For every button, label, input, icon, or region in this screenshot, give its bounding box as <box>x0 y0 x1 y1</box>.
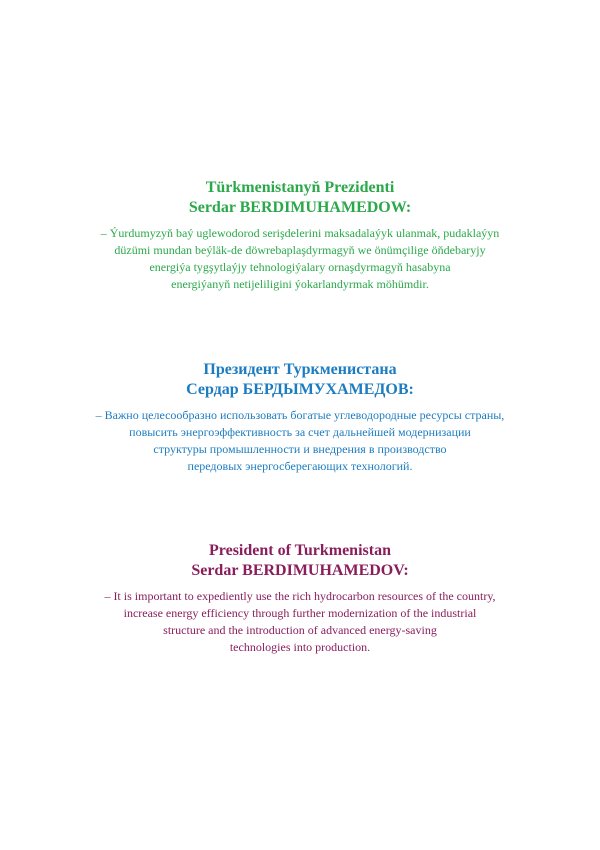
quote-section-russian <box>0 360 600 475</box>
section-title-russian <box>0 360 600 400</box>
quote-text-russian <box>0 407 600 475</box>
quote-section-english <box>0 541 600 656</box>
quote-text-turkmen <box>0 225 600 293</box>
quote-line: структуры промышленности и внедрения в производство <box>153 442 447 456</box>
quote-line: energiýanyň netijeliligini ýokarlandyrmak möhümdir. <box>171 277 429 291</box>
quote-line: technologies into production. <box>229 640 371 654</box>
section-title-english <box>0 541 600 581</box>
quote-line: structure and the introduction of advanced energy-saving <box>163 623 437 637</box>
quote-line: – It is important to expediently use the rich hydrocarbon resources of the country, <box>104 589 496 603</box>
title-line-1: Türkmenistanyň Prezidenti <box>205 179 395 196</box>
quote-line: düzümi mundan beýläk-de döwrebaplaşdyrmagyň we önümçilige öňdebaryjy <box>114 243 486 257</box>
quote-section-turkmen <box>0 178 600 293</box>
title-line-1: Президент Туркменистана <box>203 361 397 378</box>
quote-text-english <box>0 588 600 656</box>
quote-line: передовых энергосберегающих технологий. <box>187 459 413 473</box>
title-line-2: Serdar BERDIMUHAMEDOW: <box>188 199 412 216</box>
title-line-2: Serdar BERDIMUHAMEDOV: <box>191 562 409 579</box>
section-title-turkmen <box>0 178 600 218</box>
quote-line: повысить энергоэффективность за счет дальнейшей модернизации <box>129 425 471 439</box>
quote-line: energiýa tygşytlaýjy tehnologiýalary ornaşdyrmagyň hasabyna <box>149 260 451 274</box>
title-line-2: Сердар БЕРДЫМУХАМЕДОВ: <box>186 381 414 398</box>
quote-line: – Важно целесообразно использовать богатые углеводородные ресурсы страны, <box>95 408 505 422</box>
title-line-1: President of Turkmenistan <box>209 542 391 559</box>
quote-line: – Ýurdumyzyň baý uglewodorod serişdelerini maksadalaýyk ulanmak, pudaklaýyn <box>100 226 500 240</box>
quote-line: increase energy efficiency through further modernization of the industrial <box>123 606 477 620</box>
